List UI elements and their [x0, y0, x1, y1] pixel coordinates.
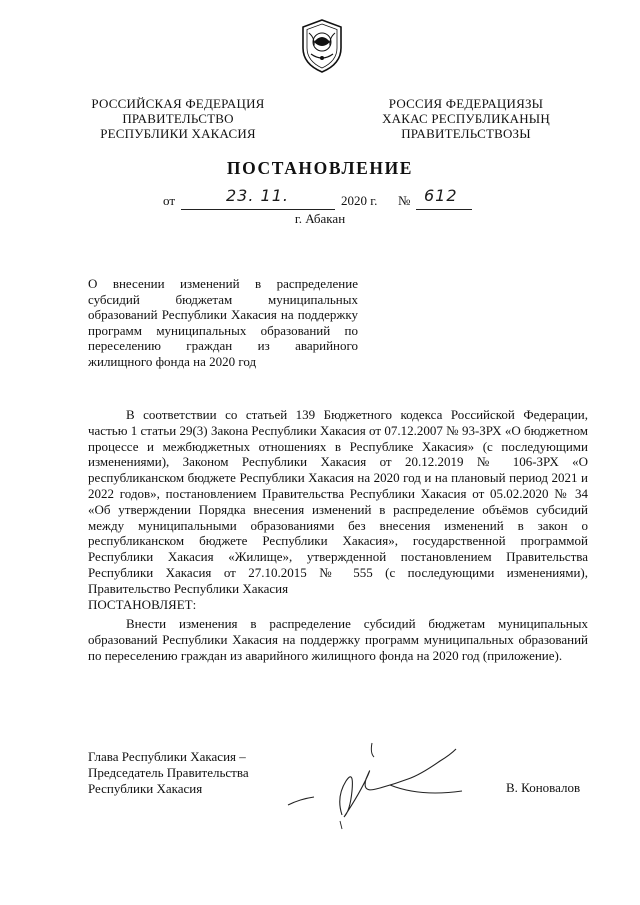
signatory-position-line-3: Республики Хакасия	[88, 780, 203, 796]
body-paragraph-1	[88, 407, 588, 612]
header-left-line-3: РЕСПУБЛИКИ ХАКАСИЯ	[100, 126, 256, 141]
header-right-line-1: РОССИЯ ФЕДЕРАЦИЯЗЫ	[388, 96, 544, 111]
coat-of-arms-emblem	[297, 18, 347, 74]
header-left-line-1: РОССИЙСКАЯ ФЕДЕРАЦИЯ	[91, 96, 265, 111]
body-paragraph-1-text: В соответствии со статьей 139 Бюджетного кодекса Российской Федерации, частью 1 статьи 29(3) Закона Республики Хакасия от 07.12.2007 № 93-ЗРХ «О бюджетном процессе и межбюджетных отношениях в Республике Хакасия» (с последующими изменениями), Законом Республики Хакасия от 20.12.2019 № 106-ЗРХ «О республиканском бюджете Республики Хакасия на 2020 год и на плановый период 2021 и 2022 годов», постановлением Правительства Республики Хакасия от 05.02.2020 № 34 «Об утверждении Порядка внесения изменений в распределение объёмов субсидий между муниципальными образованиями без внесения изменений в закон о республиканском бюджете Республики Хакасия», государственной программой Республики Хакасия «Жилище», утвержденной постановлением Правительства Республики Хакасия от 27.10.2015 № 555 (с последующими изменениями), Правительство Республики Хакасия	[88, 407, 588, 596]
document-subject: О внесении изменений в распределение субсидий бюджетам муниципальных образований Республики Хакасия на поддержку программ муниципальных образований по переселению граждан из аварийного жилищного фонда на 2020 год	[88, 276, 358, 369]
date-prefix: от	[163, 193, 176, 208]
header-left-line-2: ПРАВИТЕЛЬСТВО	[122, 111, 234, 126]
number-sign: №	[398, 193, 411, 208]
handwritten-date: 23. 11.	[226, 186, 289, 205]
header-right-block	[368, 96, 564, 141]
document-title: ПОСТАНОВЛЕНИЕ	[226, 158, 414, 178]
date-year: 2020 г.	[341, 193, 378, 208]
city: г. Абакан	[294, 211, 346, 226]
header-right-line-3: ПРАВИТЕЛЬСТВОЗЫ	[401, 126, 531, 141]
handwritten-signature	[280, 735, 470, 830]
body-paragraph-2: Внести изменения в распределение субсидий бюджетам муниципальных образований Республики Хакасия на поддержку программ муниципальных образований по переселению граждан из аварийного жилищного фонда на 2020 год (приложение).	[88, 616, 588, 663]
decree-word: ПОСТАНОВЛЯЕТ:	[88, 596, 197, 612]
handwritten-number: 612	[424, 186, 458, 205]
signatory-position-line-1: Глава Республики Хакасия –	[88, 749, 246, 764]
signatory-name: В. Коновалов	[506, 780, 581, 795]
header-left-block	[80, 96, 276, 141]
signatory-position-line-2: Председатель Правительства	[88, 764, 249, 780]
header-right-line-2: ХАКАС РЕСПУБЛИКАНЫҢ	[382, 111, 550, 126]
signatory-position	[88, 749, 249, 796]
